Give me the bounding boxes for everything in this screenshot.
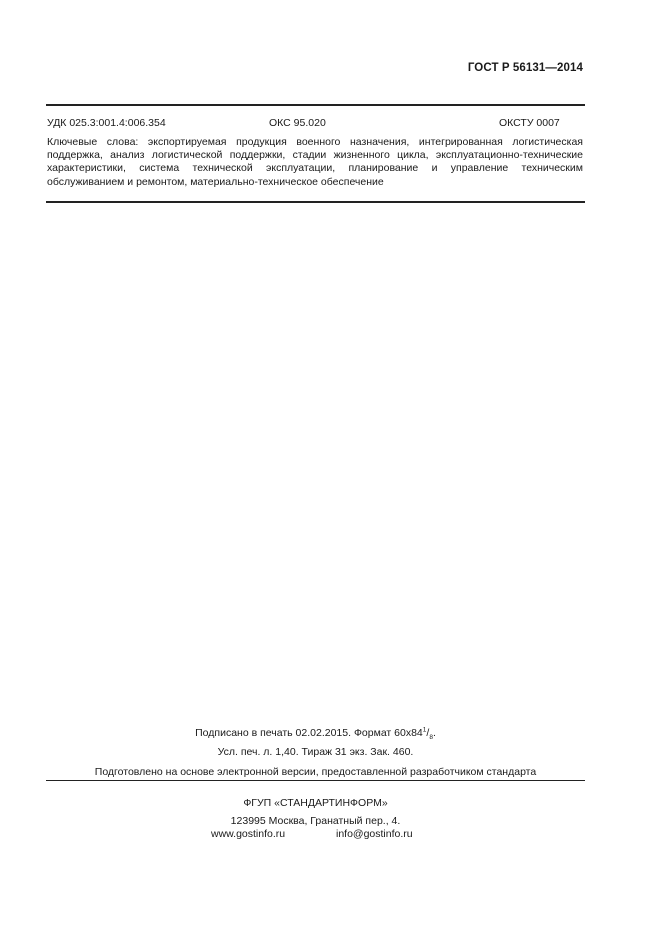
- standard-code: ГОСТ Р 56131—2014: [467, 62, 583, 74]
- prepared-note: Подготовлено на основе электронной версии, предоставленной разработчиком стандарта: [94, 766, 537, 778]
- keywords-divider: [46, 201, 585, 203]
- format-numerator: 1: [422, 726, 427, 734]
- signed-suffix: .: [432, 727, 436, 739]
- udk-code: УДК 025.3:001.4:006.354: [47, 117, 166, 129]
- website-link[interactable]: www.gostinfo.ru: [211, 828, 286, 840]
- publisher-address: 123995 Москва, Гранатный пер., 4.: [230, 815, 401, 827]
- signed-text: Подписано в печать 02.02.2015. Формат 60x84: [195, 727, 423, 739]
- footer-divider: [46, 780, 585, 781]
- print-sheets-info: Усл. печ. л. 1,40. Тираж 31 экз. Зак. 460.: [217, 746, 414, 758]
- oks-code: ОКС 95.020: [269, 117, 326, 129]
- okstu-code: ОКСТУ 0007: [499, 117, 560, 129]
- top-divider: [46, 104, 585, 106]
- email-link[interactable]: info@gostinfo.ru: [336, 828, 413, 840]
- publisher-name: ФГУП «СТАНДАРТИНФОРМ»: [243, 797, 388, 809]
- format-denominator: 8: [429, 734, 433, 742]
- keywords-paragraph: Ключевые слова: экспортируемая продукция военного назначения, интегрированная логистическая поддержка, анализ логистической поддержки, стадии жизненного цикла, эксплуатационно-технические характеристики, система технической эксплуатации, планирование и управление техническим обслуживанием и ремонтом, материально-техническое обеспечение: [47, 136, 583, 188]
- signed-for-print: Подписано в печать 02.02.2015. Формат $60x84^1/_8$.: [195, 726, 436, 742]
